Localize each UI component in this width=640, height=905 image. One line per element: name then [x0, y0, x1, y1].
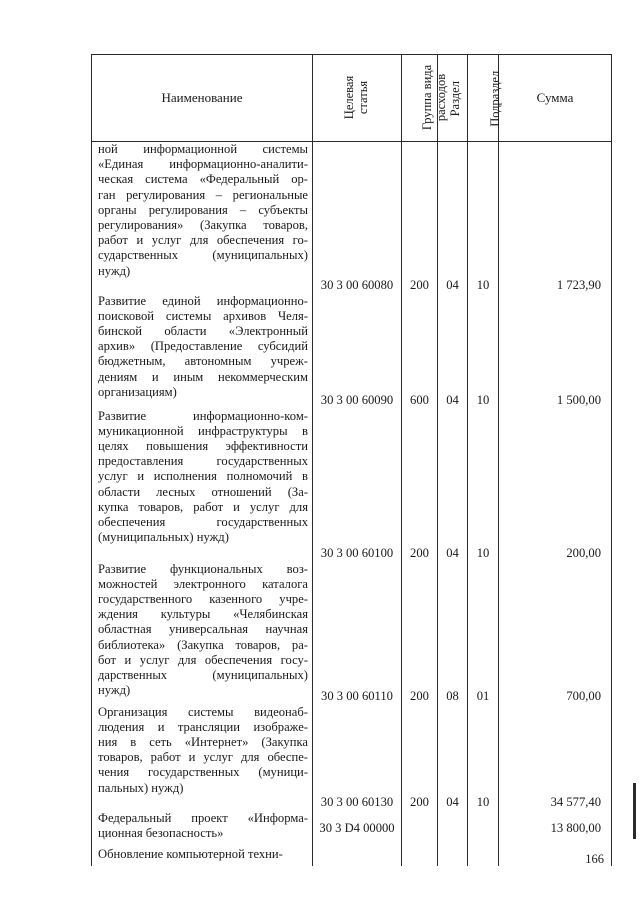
row-expense-group: 600 [402, 294, 438, 409]
row-name-line: Организация системы видеонаб- [98, 704, 308, 719]
row-subsection [468, 811, 499, 847]
row-name [92, 811, 313, 847]
row-section: 04 [438, 294, 468, 409]
page-number: 166 [585, 852, 604, 866]
row-expense-group: 200 [402, 409, 438, 562]
row-name-line: поисковой системы архивов Челя- [98, 308, 308, 323]
row-name-line: архив» (Предоставление субсидий [98, 339, 308, 354]
budget-table [91, 54, 612, 866]
row-name-line: Развитие единой информационно- [98, 293, 308, 308]
row-name [92, 705, 313, 811]
header-group-line2: расходов [433, 74, 448, 122]
row-sum: 34 577,40 [499, 705, 612, 811]
header-sum-label: Сумма [536, 90, 574, 105]
row-name-line: ния в сеть «Интернет» (Закупка [98, 734, 308, 749]
row-subsection [468, 847, 499, 866]
row-name [92, 409, 313, 562]
row-sum: 13 800,00 [499, 811, 612, 847]
row-name-line: целях повышения эффективности [98, 438, 308, 453]
row-section: 04 [438, 705, 468, 811]
row-name-line: органы регулирования – субъекты [98, 202, 308, 217]
row-section [438, 847, 468, 866]
row-section: 04 [438, 409, 468, 562]
table-row [92, 811, 612, 847]
row-name-line: купка товаров, работ и услуг для [98, 499, 308, 514]
row-subsection: 10 [468, 294, 499, 409]
table-row [92, 562, 612, 705]
row-name-line: ционная безопасность» [98, 825, 224, 840]
row-name-line: библиотека» (Закупка товаров, ра- [98, 637, 308, 652]
row-name-line: ческая система «Федеральный ор- [98, 172, 308, 187]
row-section [438, 811, 468, 847]
row-name-line: муникационной инфраструктуры в [98, 423, 308, 438]
row-section: 04 [438, 142, 468, 294]
table-row [92, 847, 612, 866]
row-target-code: 30 3 D4 00000 [313, 811, 402, 847]
row-target-code: 30 3 00 60100 [313, 409, 402, 562]
row-name-line: пальных) нужд) [98, 780, 184, 795]
table-body [92, 142, 612, 866]
page-edge-mark [633, 783, 636, 839]
row-sum: 700,00 [499, 562, 612, 705]
row-name-line: работ и услуг для обеспечения го- [98, 233, 308, 248]
table-row [92, 705, 612, 811]
row-target-code: 30 3 00 60080 [313, 142, 402, 294]
header-target-line1: Целевая [342, 76, 357, 120]
header-target-label [344, 76, 371, 119]
row-sum: 1 723,90 [499, 142, 612, 294]
row-name-line: дарственных (муниципальных) [98, 667, 308, 682]
row-name-line: регулирования» (Закупка товаров, [98, 218, 308, 233]
row-name-line: обеспечения государственных [98, 514, 308, 529]
row-name-line: Развитие функциональных воз- [98, 561, 308, 576]
row-name [92, 294, 313, 409]
row-name-line: услуг и исполнения полномочий в [98, 469, 308, 484]
row-name-line: государственного казенного учре- [98, 591, 308, 606]
row-expense-group [402, 847, 438, 866]
row-name-line: Развитие информационно-ком- [98, 408, 308, 423]
row-target-code: 30 3 00 60110 [313, 562, 402, 705]
row-name-line: людения и трансляции изображе- [98, 719, 308, 734]
row-name-line: ган регулирования – региональные [98, 187, 308, 202]
table-row [92, 409, 612, 562]
row-name-line: товаров, работ и услуг для обеспе- [98, 750, 308, 765]
header-name-label: Наименование [161, 90, 243, 105]
row-name-line: организациям) [98, 384, 177, 399]
row-name-line: областная универсальная научная [98, 622, 308, 637]
row-sum: 1 500,00 [499, 294, 612, 409]
row-name-line: Обновление компьютерной техни- [98, 846, 283, 861]
row-name-line: бюджетным, автономным учреж- [98, 354, 308, 369]
row-name-line: (муниципальных) нужд) [98, 530, 229, 545]
header-group [402, 55, 448, 142]
row-name [92, 562, 313, 705]
row-name-line: ждения культуры «Челябинская [98, 607, 308, 622]
table-row [92, 142, 612, 294]
header-group-label [421, 65, 448, 130]
row-expense-group: 200 [402, 562, 438, 705]
table-header-row [92, 55, 612, 142]
row-subsection: 10 [468, 409, 499, 562]
row-expense-group: 200 [402, 142, 438, 294]
row-name-line: бот и услуг для обеспечения госу- [98, 652, 308, 667]
row-expense-group [402, 811, 438, 847]
row-name-line: Федеральный проект «Информа- [98, 810, 308, 825]
row-target-code: 30 3 00 60130 [313, 705, 402, 811]
header-group-line1: Группа вида [420, 65, 435, 131]
row-name-line: можностей электронного каталога [98, 576, 308, 591]
row-name-line: области лесных отношений (За- [98, 484, 308, 499]
row-subsection: 01 [468, 562, 499, 705]
table-row [92, 294, 612, 409]
header-target-line2: статья [356, 81, 370, 115]
header-section-label: Раздел [447, 81, 462, 117]
header-sum [499, 55, 612, 142]
row-target-code [313, 847, 402, 866]
row-name-line: ной информационной системы [98, 142, 308, 156]
header-name [92, 55, 313, 142]
row-name-line: сударственных (муниципальных) [98, 248, 308, 263]
header-subsection-label: Подраздел [488, 70, 503, 127]
row-name-line: нужд) [98, 683, 131, 698]
row-name [92, 847, 313, 866]
header-subsection [468, 55, 503, 142]
row-name-line: нужд) [98, 263, 131, 278]
row-name-line: «Единая информационно-аналити- [98, 157, 308, 172]
row-expense-group: 200 [402, 705, 438, 811]
row-name-line: предоставления государственных [98, 454, 308, 469]
row-name-line: чения государственных (муници- [98, 765, 308, 780]
row-name-line: дениям и иным некоммерческим [98, 369, 308, 384]
row-section: 08 [438, 562, 468, 705]
row-subsection: 10 [468, 142, 499, 294]
row-subsection: 10 [468, 705, 499, 811]
row-sum: 200,00 [499, 409, 612, 562]
row-name [92, 142, 313, 294]
header-target [313, 55, 402, 142]
row-target-code: 30 3 00 60090 [313, 294, 402, 409]
row-name-line: бинской области «Электронный [98, 323, 308, 338]
